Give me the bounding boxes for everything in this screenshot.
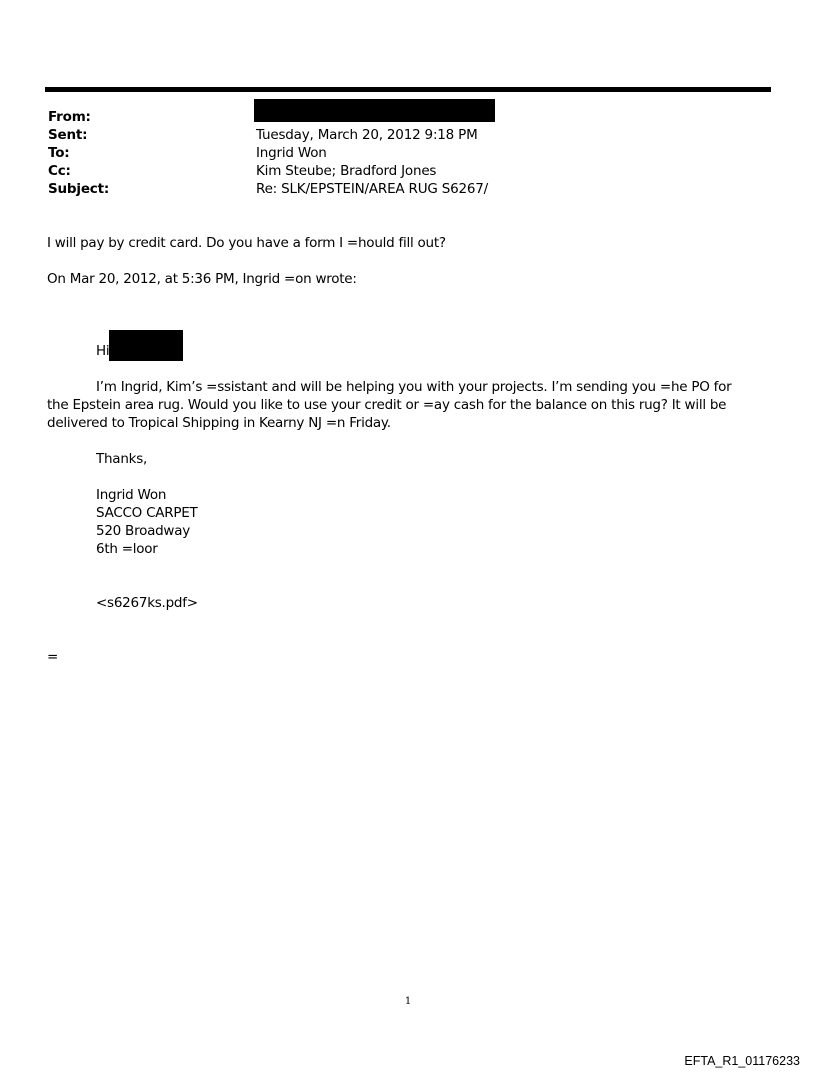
- sent-value: Tuesday, March 20, 2012 9:18 PM: [256, 127, 478, 143]
- signature-line: SACCO CARPET: [96, 505, 198, 521]
- page-number: 1: [404, 996, 412, 1007]
- reply-line: I will pay by credit card. Do you have a form I =hould fill out?: [47, 235, 446, 251]
- redaction-box-from: [254, 99, 495, 122]
- greeting: Hi: [96, 343, 110, 359]
- thanks-line: Thanks,: [96, 451, 148, 467]
- signature-line: Ingrid Won: [96, 487, 167, 503]
- cc-value: Kim Steube; Bradford Jones: [256, 163, 437, 179]
- header-divider: [45, 87, 771, 92]
- to-label: To:: [48, 145, 70, 161]
- message-paragraph: I’m Ingrid, Kim’s =ssistant and will be helping you with your projects. I’m sending you =he PO for the Epstein area rug. Would you like to use your credit or =ay cash for the balance on this rug? It will be delivered to Tropical Shipping in Kearny NJ =n Friday.: [47, 379, 732, 431]
- cc-label: Cc:: [48, 163, 71, 179]
- signature-line: 520 Broadway: [96, 523, 190, 539]
- sent-label: Sent:: [48, 127, 88, 143]
- from-label: From:: [48, 109, 91, 125]
- quote-intro: On Mar 20, 2012, at 5:36 PM, Ingrid =on wrote:: [47, 271, 357, 287]
- document-id: EFTA_R1_01176233: [684, 1054, 800, 1068]
- subject-label: Subject:: [48, 181, 110, 197]
- subject-value: Re: SLK/EPSTEIN/AREA RUG S6267/: [256, 181, 489, 197]
- trailing-mark: =: [47, 649, 59, 665]
- attachment-reference: <s6267ks.pdf>: [96, 595, 198, 611]
- signature-line: 6th =loor: [96, 541, 158, 557]
- to-value: Ingrid Won: [256, 145, 327, 161]
- redaction-box-name: [109, 330, 183, 361]
